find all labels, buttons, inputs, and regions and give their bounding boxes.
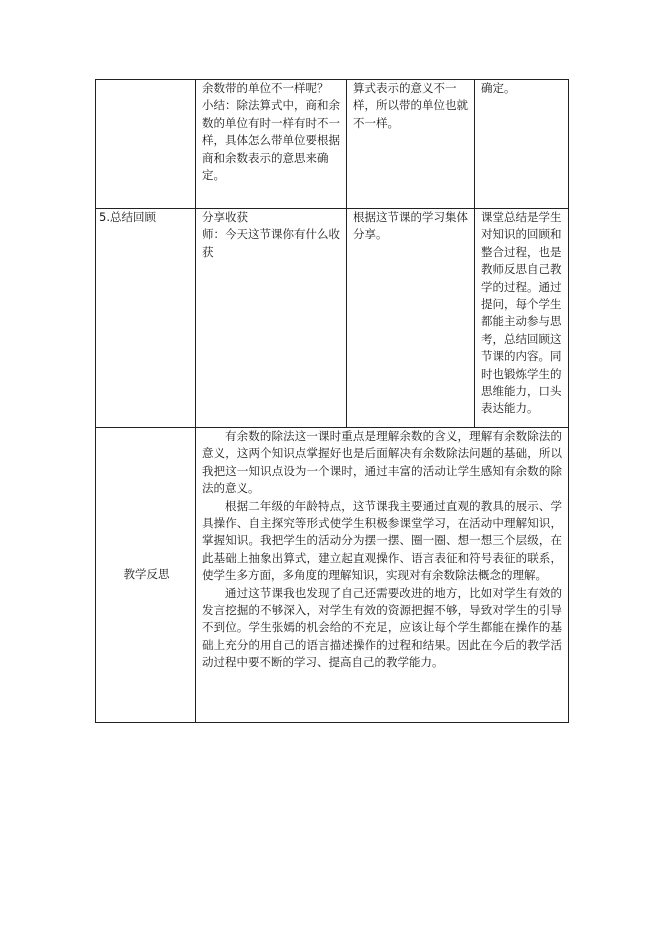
reflection-label: 教学反思: [96, 428, 196, 723]
teacher-line: 师：今天这节课你有什么收获: [202, 227, 340, 259]
design-intent-cell: 确定。: [475, 80, 569, 209]
table-row-continued: [96, 80, 569, 209]
teacher-line: 小结：除法算式中，商和余数的单位有时一样有时不一样，具体怎么带单位要根据商和余数表示的意思来确定。: [202, 98, 340, 183]
table-row-reflection: [96, 428, 569, 723]
teacher-line: 分享收获: [202, 210, 248, 224]
lesson-plan-table: [95, 79, 569, 723]
teacher-line: 余数带的单位不一样呢？: [202, 81, 329, 95]
teacher-activity-cell: [196, 209, 347, 428]
student-activity-cell: 算式表示的意义不一样，所以带的单位也就不一样。: [347, 80, 475, 209]
student-activity-cell: 根据这节课的学习集体分享。: [347, 209, 475, 428]
stage-cell: 5.总结回顾: [96, 209, 196, 428]
teacher-activity-cell: [196, 80, 347, 209]
reflection-paragraph: 通过这节课我也发现了自己还需要改进的地方，比如对学生有效的发言挖掘的不够深入，对学生有效的资源把握不够，导致对学生的引导不到位。学生张嫣的机会给的不充足，应该让每个学生都能在操作的基础上充分的用自己的语言描述操作的过程和结果。因此在今后的教学活动过程中要不断的学习、提高自己的教学能力。: [202, 585, 562, 670]
stage-cell: [96, 80, 196, 209]
reflection-paragraph: 有余数的除法这一课时重点是理解余数的含义，理解有余数除法的意义，这两个知识点掌握好也是后面解决有余数除法问题的基础，所以我把这一知识点设为一个课时，通过丰富的活动让学生感知有余数的除法的意义。: [202, 429, 562, 496]
reflection-content: [196, 428, 569, 723]
design-intent-cell: 课堂总结是学生对知识的回顾和整合过程，也是教师反思自己教学的过程。通过提问，每个学生都能主动参与思考，总结回顾这节课的内容。同时也锻炼学生的思维能力，口头表达能力。: [475, 209, 569, 428]
reflection-paragraph: 根据二年级的年龄特点，这节课我主要通过直观的教具的展示、学具操作、自主探究等形式使学生积极参课堂学习，在活动中理解知识，掌握知识。我把学生的活动分为摆一摆、圈一圈、想一想三个层级，在此基础上抽象出算式，建立起直观操作、语言表征和符号表征的联系，使学生多方面，多角度的理解知识，实现对有余数除法概念的理解。: [202, 498, 562, 583]
table-row-summary: [96, 209, 569, 428]
